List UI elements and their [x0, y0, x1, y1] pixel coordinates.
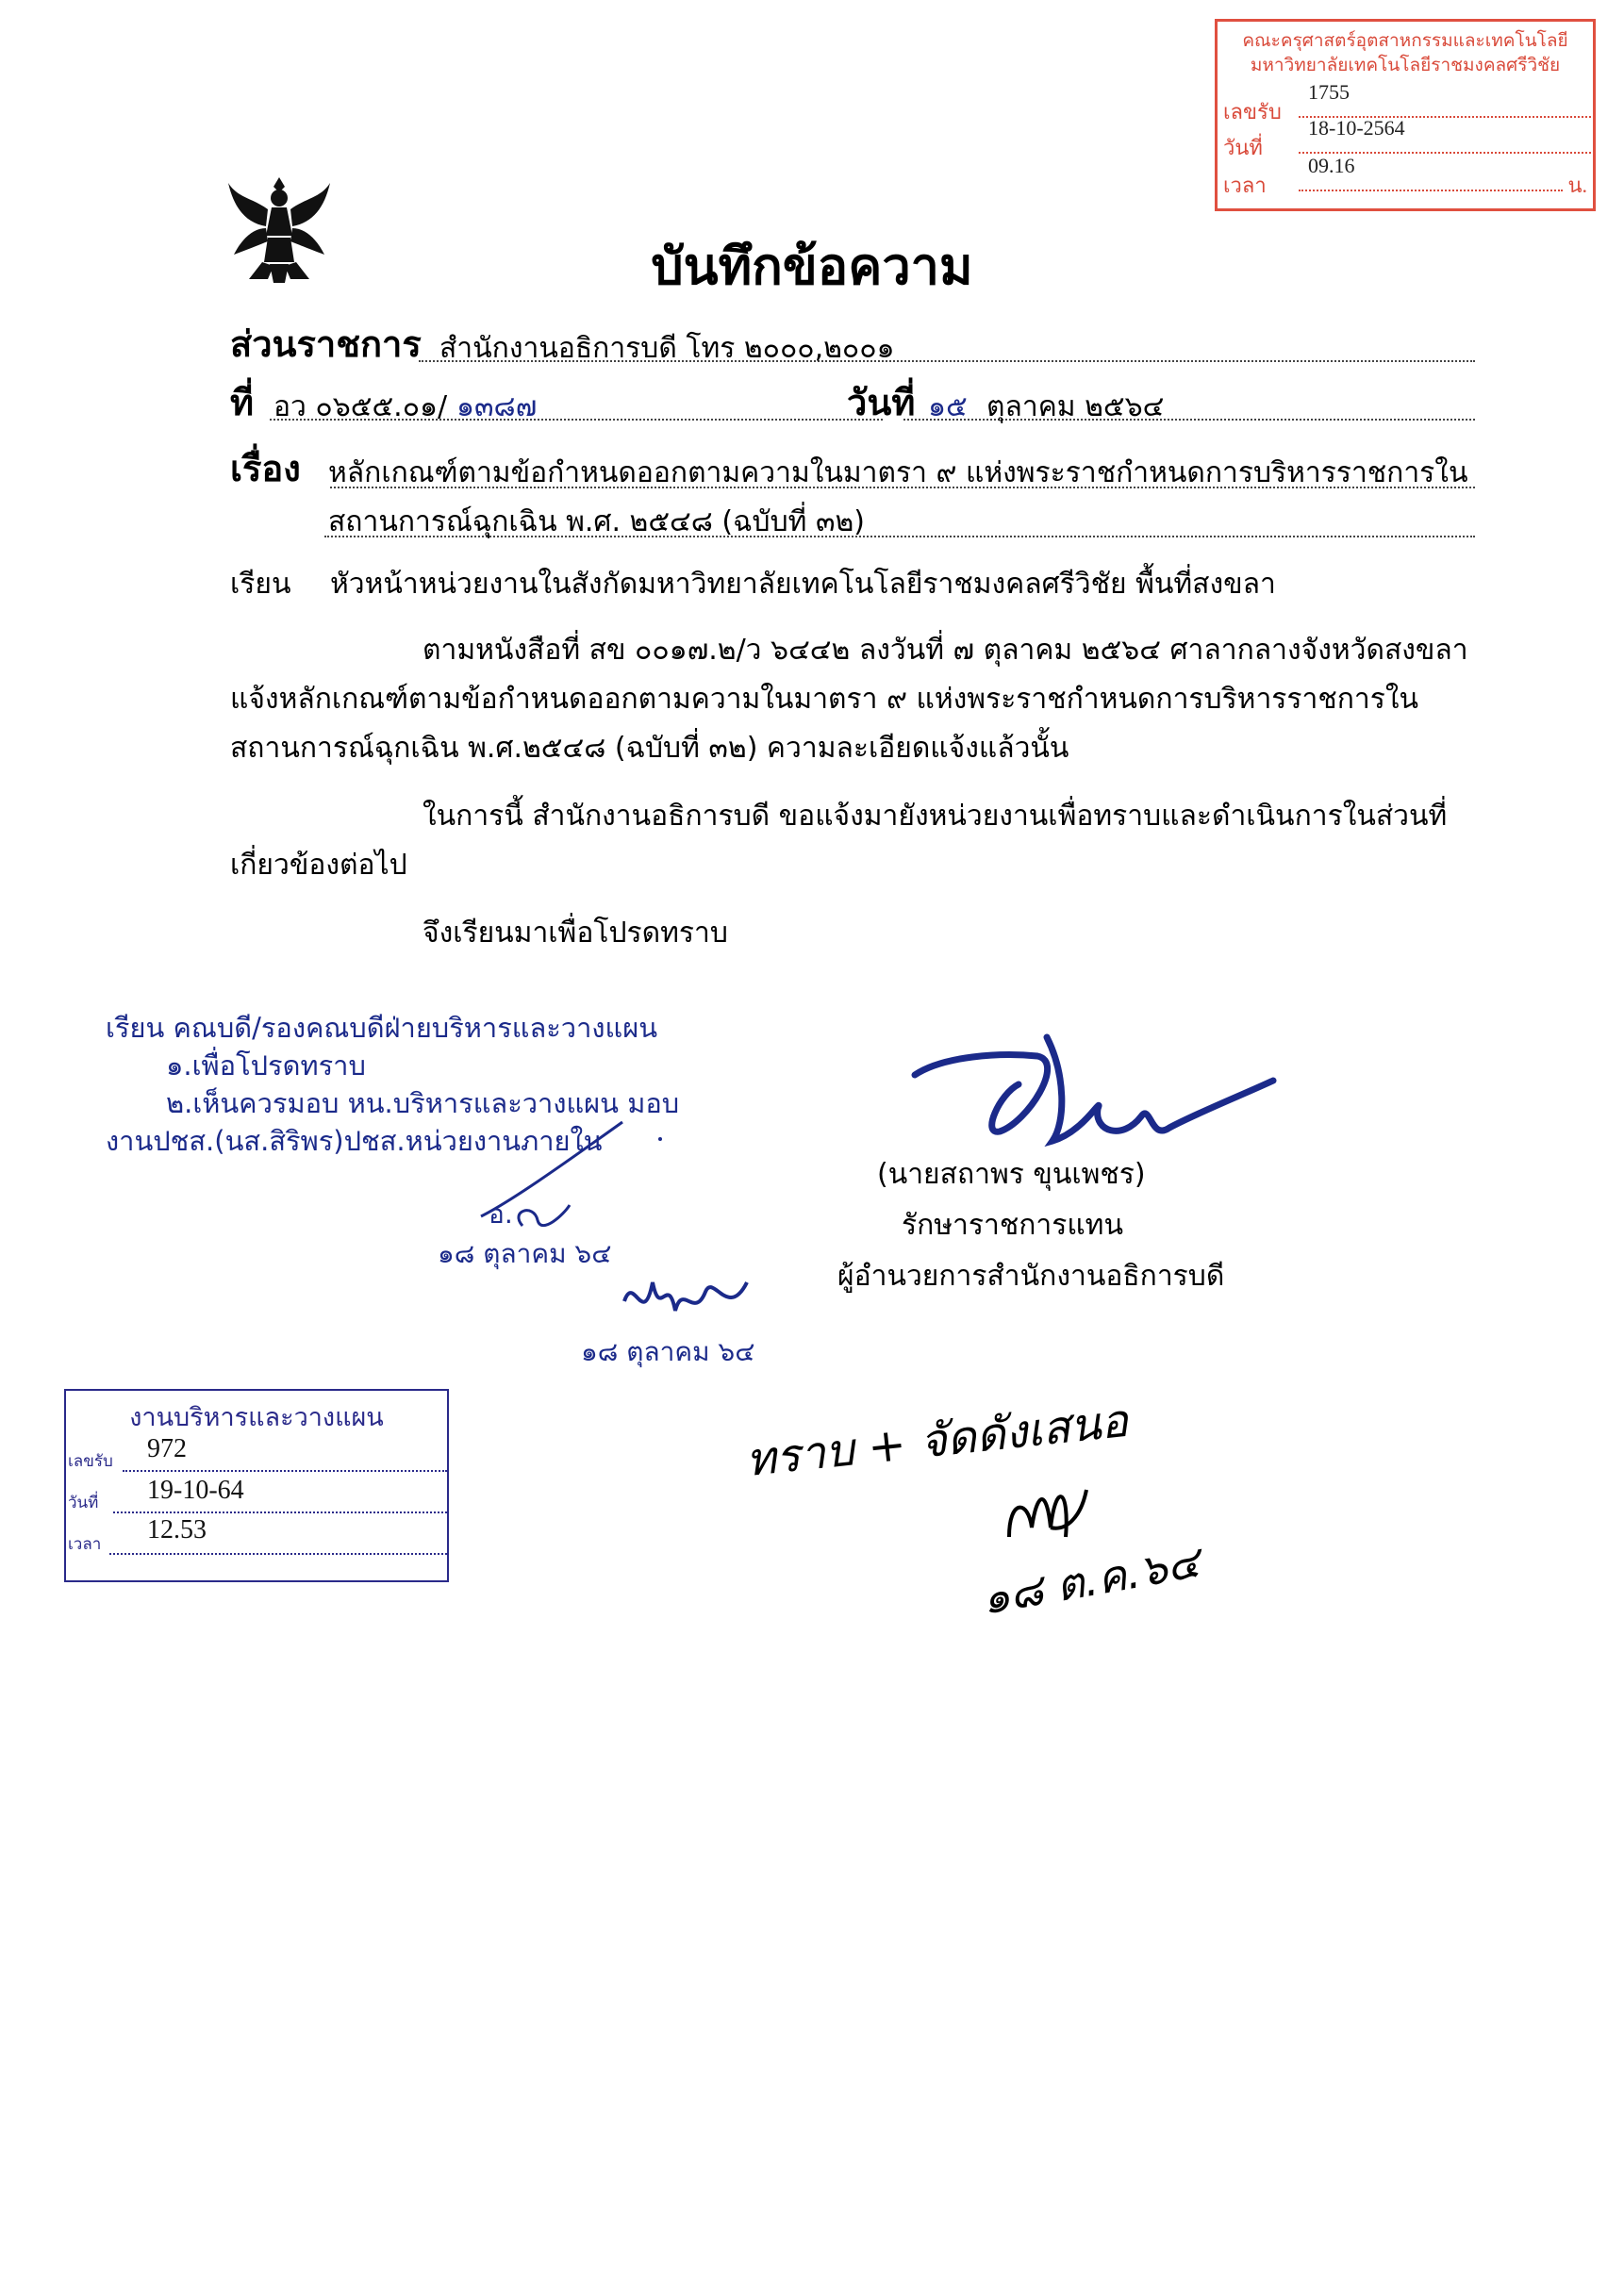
signer-name: (นายสถาพร ขุนเพชร)	[877, 1158, 1146, 1191]
dept-row	[230, 321, 1475, 368]
subject-row	[230, 445, 1475, 539]
approver-signature-2	[615, 1264, 756, 1339]
stamp-header-line1: คณะครุศาสตร์อุตสาหกรรมและเทคโนโลยี	[1242, 31, 1568, 51]
stamp-time-label: เวลา	[1223, 173, 1267, 197]
date-label: วันที่	[847, 382, 916, 423]
date-day: ๑๕	[928, 390, 968, 423]
dept-value: สำนักงานอธิการบดี โทร ๒๐๐๐,๒๐๐๑	[439, 332, 895, 365]
signer-role2: ผู้อำนวยการสำนักงานอธิการบดี	[837, 1260, 1225, 1293]
receipt-stamp	[1215, 19, 1596, 211]
stamp-no-value: 1755	[1308, 80, 1350, 104]
annotation-line1: เรียน คณบดี/รองคณบดีฝ่ายบริหารและวางแผน	[106, 1012, 658, 1044]
ref-value: อว ๐๖๕๕.๐๑/	[273, 390, 448, 423]
subject-line2: สถานการณ์ฉุกเฉิน พ.ศ. ๒๕๔๘ (ฉบับที่ ๓๒)	[328, 505, 865, 538]
signer-role1: รักษาราชการแทน	[902, 1209, 1123, 1242]
subject-label: เรื่อง	[230, 448, 301, 489]
ref-label: ที่	[230, 382, 255, 423]
ref-number: ๑๓๘๗	[456, 390, 538, 423]
subject-line1: หลักเกณฑ์ตามข้อกำหนดออกตามความในมาตรา ๙ แห่งพระราชกำหนดการบริหารราชการใน	[328, 456, 1468, 489]
to-label: เรียน	[230, 568, 291, 601]
planning-time-value: 12.53	[147, 1515, 207, 1544]
approver-signature-1	[443, 1113, 670, 1254]
annotation-line4: งานปชส.(นส.สิริพร)ปชส.หน่วยงานภายใน	[106, 1125, 603, 1157]
ref-row	[230, 379, 1475, 426]
planning-no-value: 972	[147, 1434, 187, 1463]
memo-title: บันทึกข้อความ	[651, 237, 973, 296]
handwritten-note-date: ๑๘ ต.ค.๖๔	[977, 1536, 1204, 1625]
annotation-initials: อ.	[489, 1198, 513, 1230]
stamp-date-value: 18-10-2564	[1308, 116, 1405, 140]
date-rest: ตุลาคม ๒๕๖๔	[986, 390, 1165, 423]
stamp-time-value: 09.16	[1308, 154, 1355, 177]
p1-line1: ตามหนังสือที่ สข ๐๐๑๗.๒/ว ๖๔๔๒ ลงวันที่ ๗ ตุลาคม ๒๕๖๔ ศาลากลางจังหวัดสงขลา	[423, 634, 1468, 667]
annotation-date1: ๑๘ ตุลาคม ๖๔	[438, 1238, 612, 1269]
stamp-header-line2: มหาวิทยาลัยเทคโนโลยีราชมงคลศรีวิชัย	[1250, 56, 1561, 75]
closing-text: จึงเรียนมาเพื่อโปรดทราบ	[423, 917, 728, 950]
planning-time-label: เวลา	[68, 1535, 102, 1554]
executive-signature	[1000, 1471, 1094, 1556]
planning-stamp	[64, 1389, 449, 1582]
p2-line2: เกี่ยวข้องต่อไป	[230, 849, 407, 882]
handwritten-note: ทราบ + จัดดังเสนอ	[743, 1394, 1131, 1488]
signer-signature	[887, 1018, 1283, 1169]
annotation-line3: ๒.เห็นควรมอบ หน.บริหารและวางแผน มอบ	[166, 1087, 680, 1119]
p1-line3: สถานการณ์ฉุกเฉิน พ.ศ.๒๕๔๘ (ฉบับที่ ๓๒) ความละเอียดแจ้งแล้วนั้น	[230, 732, 1069, 765]
planning-no-label: เลขรับ	[68, 1452, 113, 1471]
stamp-no-label: เลขรับ	[1223, 100, 1282, 124]
planning-date-value: 19-10-64	[147, 1476, 244, 1505]
planning-stamp-title: งานบริหารและวางแผน	[129, 1403, 384, 1432]
planning-date-label: วันที่	[68, 1494, 99, 1512]
annotation-date2: ๑๘ ตุลาคม ๖๔	[581, 1336, 755, 1367]
annotation-line2: ๑.เพื่อโปรดทราบ	[166, 1049, 366, 1082]
stamp-date-label: วันที่	[1223, 136, 1263, 159]
dept-label: ส่วนราชการ	[230, 323, 422, 365]
p1-line2: แจ้งหลักเกณฑ์ตามข้อกำหนดออกตามความในมาตรา ๙ แห่งพระราชกำหนดการบริหารราชการใน	[230, 683, 1419, 716]
stamp-time-unit: น.	[1567, 173, 1587, 197]
p2-line1: ในการนี้ สำนักงานอธิการบดี ขอแจ้งมายังหน่วยงานเพื่อทราบและดำเนินการในส่วนที่	[423, 800, 1448, 833]
to-value: หัวหน้าหน่วยงานในสังกัดมหาวิทยาลัยเทคโนโลยีราชมงคลศรีวิชัย พื้นที่สงขลา	[330, 568, 1276, 601]
